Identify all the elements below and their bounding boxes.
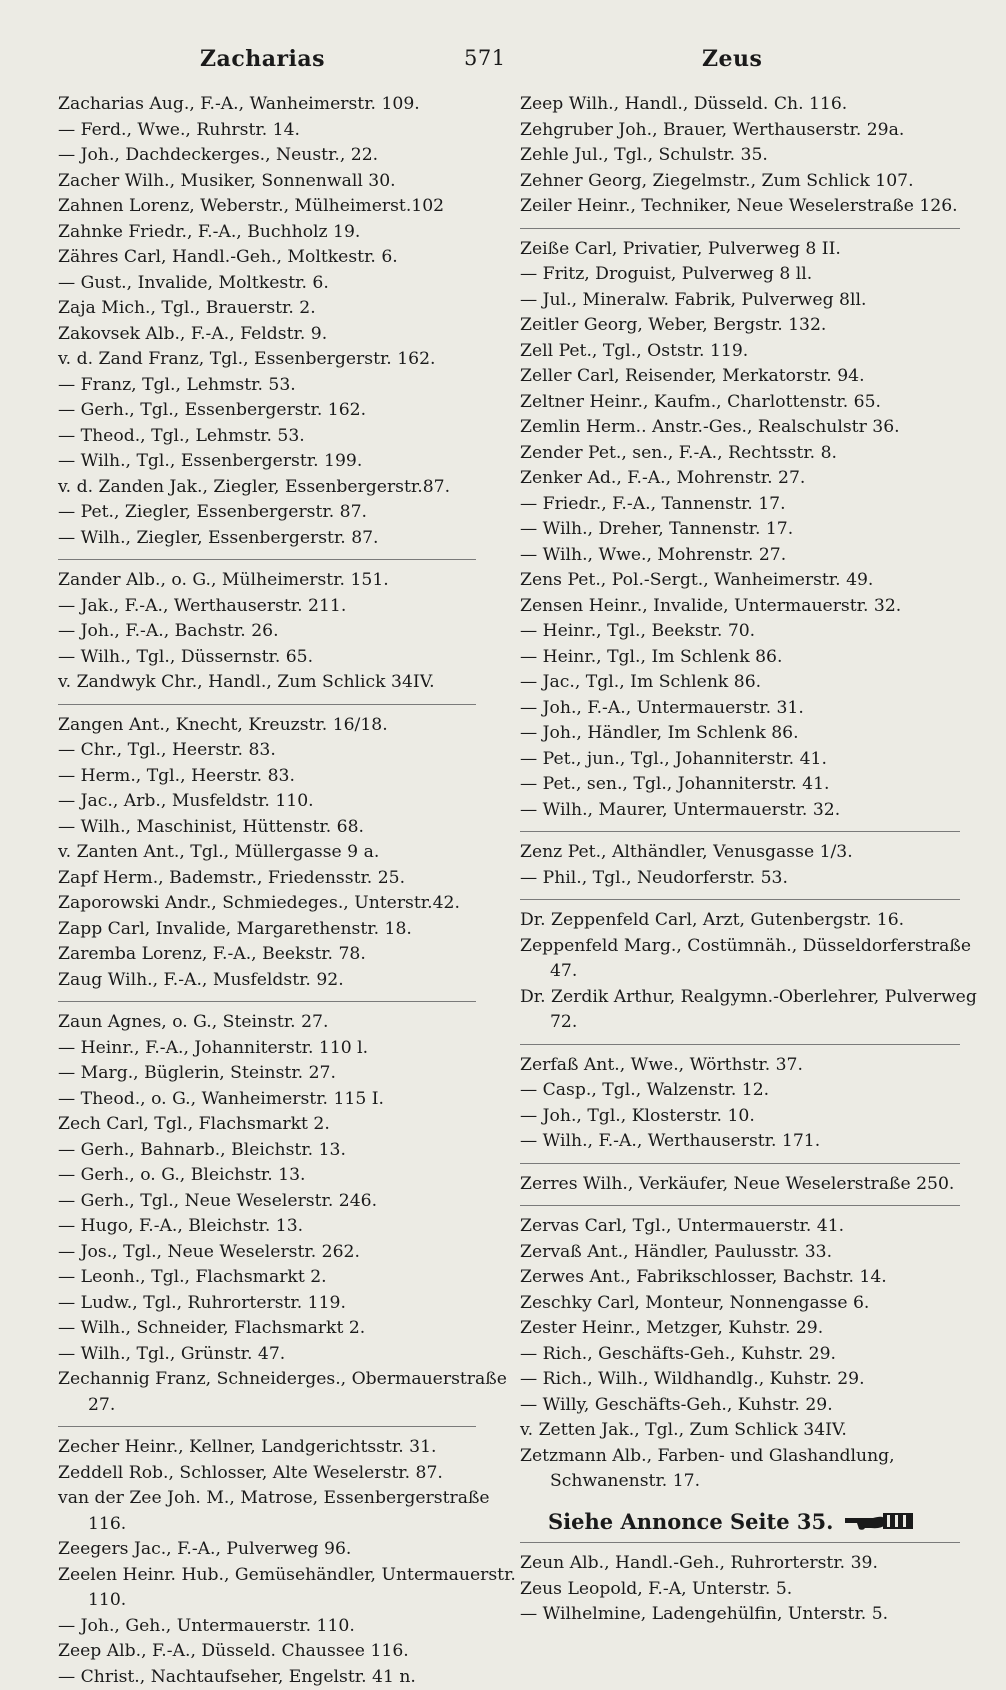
directory-entry: Zetzmann Alb., Farben- und Glashandlung, Schwanenstr. 17. (520, 1444, 1000, 1495)
section-divider (58, 559, 476, 560)
directory-entry: Zaremba Lorenz, F.-A., Beekstr. 78. (58, 942, 518, 968)
directory-entry: — Wilh., Schneider, Flachsmarkt 2. (58, 1316, 518, 1342)
directory-entry: Zemlin Herm.. Anstr.-Ges., Realschulstr 36. (520, 415, 1000, 441)
directory-entry: v. Zandwyk Chr., Handl., Zum Schlick 34IV. (58, 670, 518, 696)
directory-entry: Zacher Wilh., Musiker, Sonnenwall 30. (58, 169, 518, 195)
directory-entry: — Marg., Büglerin, Steinstr. 27. (58, 1061, 518, 1087)
directory-entry: — Wilh., Tgl., Grünstr. 47. (58, 1342, 518, 1368)
page-header (0, 46, 1006, 86)
directory-entry: — Jac., Arb., Musfeldstr. 110. (58, 789, 518, 815)
section-divider (58, 704, 476, 705)
directory-entry: — Joh., Geh., Untermauerstr. 110. (58, 1614, 518, 1640)
section-divider (520, 831, 960, 832)
directory-entry: Dr. Zerdik Arthur, Realgymn.-Oberlehrer, Pulverweg 72. (520, 985, 1000, 1036)
directory-entry: Zenker Ad., F.-A., Mohrenstr. 27. (520, 466, 1000, 492)
pointing-hand-icon (843, 1509, 915, 1533)
directory-entry: Zenz Pet., Althändler, Venusgasse 1/3. (520, 840, 1000, 866)
directory-entry: Zell Pet., Tgl., Oststr. 119. (520, 339, 1000, 365)
directory-entry: v. Zanten Ant., Tgl., Müllergasse 9 a. (58, 840, 518, 866)
directory-entry: Zeus Leopold, F.-A, Unterstr. 5. (520, 1577, 1000, 1603)
directory-entry: — Heinr., Tgl., Beekstr. 70. (520, 619, 1000, 645)
header-left-keyword: Zacharias (200, 46, 325, 72)
directory-entry: — Heinr., F.-A., Johanniterstr. 110 l. (58, 1036, 518, 1062)
directory-entry: Zander Alb., o. G., Mülheimerstr. 151. (58, 568, 518, 594)
directory-entry: Zender Pet., sen., F.-A., Rechtsstr. 8. (520, 441, 1000, 467)
directory-entry: — Wilh., Wwe., Mohrenstr. 27. (520, 543, 1000, 569)
directory-entry: — Gerh., Bahnarb., Bleichstr. 13. (58, 1138, 518, 1164)
annonce-notice (520, 1509, 972, 1535)
annonce-rule (520, 1542, 960, 1543)
directory-entry: v. d. Zanden Jak., Ziegler, Essenbergerstr.87. (58, 475, 518, 501)
directory-entry: — Rich., Wilh., Wildhandlg., Kuhstr. 29. (520, 1367, 1000, 1393)
directory-entry: — Christ., Nachtaufseher, Engelstr. 41 n. (58, 1665, 518, 1690)
directory-entry: — Ludw., Tgl., Ruhrorterstr. 119. (58, 1291, 518, 1317)
directory-entry: Zeiler Heinr., Techniker, Neue Weselerstraße 126. (520, 194, 1000, 220)
directory-entry: Zerfaß Ant., Wwe., Wörthstr. 37. (520, 1053, 1000, 1079)
directory-entry: Zervaß Ant., Händler, Paulusstr. 33. (520, 1240, 1000, 1266)
directory-entry: — Wilh., F.-A., Werthauserstr. 171. (520, 1129, 1000, 1155)
directory-entry: Zeddell Rob., Schlosser, Alte Weselerstr. 87. (58, 1461, 518, 1487)
directory-entry: — Franz, Tgl., Lehmstr. 53. (58, 373, 518, 399)
directory-entry: — Jos., Tgl., Neue Weselerstr. 262. (58, 1240, 518, 1266)
directory-entry: Zensen Heinr., Invalide, Untermauerstr. 32. (520, 594, 1000, 620)
directory-entry: Zechannig Franz, Schneiderges., Obermauerstraße 27. (58, 1367, 518, 1418)
directory-entry: Zeschky Carl, Monteur, Nonnengasse 6. (520, 1291, 1000, 1317)
section-divider (520, 899, 960, 900)
directory-entry: — Pet., Ziegler, Essenbergerstr. 87. (58, 500, 518, 526)
directory-entry: — Wilh., Tgl., Essenbergerstr. 199. (58, 449, 518, 475)
directory-entry: — Gerh., Tgl., Neue Weselerstr. 246. (58, 1189, 518, 1215)
directory-entry: — Joh., Händler, Im Schlenk 86. (520, 721, 1000, 747)
directory-entry: Zeiße Carl, Privatier, Pulverweg 8 II. (520, 237, 1000, 263)
directory-entry: Zech Carl, Tgl., Flachsmarkt 2. (58, 1112, 518, 1138)
directory-entry: van der Zee Joh. M., Matrose, Essenbergerstraße 116. (58, 1486, 518, 1537)
directory-entry: Zaug Wilh., F.-A., Musfeldstr. 92. (58, 968, 518, 994)
directory-entry: — Heinr., Tgl., Im Schlenk 86. (520, 645, 1000, 671)
directory-entry: — Friedr., F.-A., Tannenstr. 17. (520, 492, 1000, 518)
directory-entry: — Wilh., Maschinist, Hüttenstr. 68. (58, 815, 518, 841)
directory-entry: Zahnen Lorenz, Weberstr., Mülheimerst.102 (58, 194, 518, 220)
directory-entry: — Jac., Tgl., Im Schlenk 86. (520, 670, 1000, 696)
directory-entry: Zangen Ant., Knecht, Kreuzstr. 16/18. (58, 713, 518, 739)
directory-entry: Zähres Carl, Handl.-Geh., Moltkestr. 6. (58, 245, 518, 271)
directory-entry: Zeegers Jac., F.-A., Pulverweg 96. (58, 1537, 518, 1563)
section-divider (520, 1044, 960, 1045)
directory-entry: — Wilh., Ziegler, Essenbergerstr. 87. (58, 526, 518, 552)
directory-entry: Dr. Zeppenfeld Carl, Arzt, Gutenbergstr. 16. (520, 908, 1000, 934)
directory-entry: Zapf Herm., Bademstr., Friedensstr. 25. (58, 866, 518, 892)
directory-entry: — Theod., o. G., Wanheimerstr. 115 I. (58, 1087, 518, 1113)
directory-entry: — Gust., Invalide, Moltkestr. 6. (58, 271, 518, 297)
directory-entry: Zeitler Georg, Weber, Bergstr. 132. (520, 313, 1000, 339)
directory-entry: — Willy, Geschäfts-Geh., Kuhstr. 29. (520, 1393, 1000, 1419)
header-right-keyword: Zeus (702, 46, 762, 72)
directory-entry: — Fritz, Droguist, Pulverweg 8 ll. (520, 262, 1000, 288)
directory-entry: — Theod., Tgl., Lehmstr. 53. (58, 424, 518, 450)
directory-entry: Zeller Carl, Reisender, Merkatorstr. 94. (520, 364, 1000, 390)
page-number: 571 (464, 46, 506, 70)
directory-entry: Zaporowski Andr., Schmiedeges., Unterstr.42. (58, 891, 518, 917)
directory-entry: v. Zetten Jak., Tgl., Zum Schlick 34IV. (520, 1418, 1000, 1444)
right-column-entries (520, 92, 972, 1495)
directory-entry: Zecher Heinr., Kellner, Landgerichtsstr. 31. (58, 1435, 518, 1461)
directory-entry: — Joh., F.-A., Bachstr. 26. (58, 619, 518, 645)
right-column-after-annonce (520, 1551, 972, 1628)
directory-entry: Zeltner Heinr., Kaufm., Charlottenstr. 65. (520, 390, 1000, 416)
section-divider (520, 228, 960, 229)
directory-entry: Zapp Carl, Invalide, Margarethenstr. 18. (58, 917, 518, 943)
directory-entry: Zehner Georg, Ziegelmstr., Zum Schlick 107. (520, 169, 1000, 195)
directory-entry: — Gerh., o. G., Bleichstr. 13. (58, 1163, 518, 1189)
directory-entry: — Leonh., Tgl., Flachsmarkt 2. (58, 1265, 518, 1291)
directory-entry: Zaun Agnes, o. G., Steinstr. 27. (58, 1010, 518, 1036)
directory-entry: Zahnke Friedr., F.-A., Buchholz 19. (58, 220, 518, 246)
section-divider (58, 1426, 476, 1427)
directory-entry: — Joh., F.-A., Untermauerstr. 31. (520, 696, 1000, 722)
directory-entry: — Wilh., Tgl., Düssernstr. 65. (58, 645, 518, 671)
directory-entry: Zacharias Aug., F.-A., Wanheimerstr. 109. (58, 92, 518, 118)
directory-entry: — Wilhelmine, Ladengehülfin, Unterstr. 5. (520, 1602, 1000, 1628)
directory-entry: Zeelen Heinr. Hub., Gemüsehändler, Untermauerstr. 110. (58, 1563, 518, 1614)
left-column (58, 92, 490, 1690)
directory-entry: — Pet., jun., Tgl., Johanniterstr. 41. (520, 747, 1000, 773)
directory-entry: Zakovsek Alb., F.-A., Feldstr. 9. (58, 322, 518, 348)
directory-entry: Zehle Jul., Tgl., Schulstr. 35. (520, 143, 1000, 169)
directory-entry: — Chr., Tgl., Heerstr. 83. (58, 738, 518, 764)
directory-entry: — Wilh., Dreher, Tannenstr. 17. (520, 517, 1000, 543)
directory-entry: — Phil., Tgl., Neudorferstr. 53. (520, 866, 1000, 892)
section-divider (520, 1205, 960, 1206)
directory-entry: Zeppenfeld Marg., Costümnäh., Düsseldorferstraße 47. (520, 934, 1000, 985)
directory-entry: v. d. Zand Franz, Tgl., Essenbergerstr. 162. (58, 347, 518, 373)
directory-entry: — Pet., sen., Tgl., Johanniterstr. 41. (520, 772, 1000, 798)
directory-entry: — Wilh., Maurer, Untermauerstr. 32. (520, 798, 1000, 824)
directory-entry: Zerwes Ant., Fabrikschlosser, Bachstr. 14. (520, 1265, 1000, 1291)
directory-entry: Zehgruber Joh., Brauer, Werthauserstr. 29a. (520, 118, 1000, 144)
directory-entry: — Rich., Geschäfts-Geh., Kuhstr. 29. (520, 1342, 1000, 1368)
directory-entry: — Ferd., Wwe., Ruhrstr. 14. (58, 118, 518, 144)
directory-entry: — Joh., Dachdeckerges., Neustr., 22. (58, 143, 518, 169)
directory-entry: Zester Heinr., Metzger, Kuhstr. 29. (520, 1316, 1000, 1342)
section-divider (58, 1001, 476, 1002)
directory-entry: Zens Pet., Pol.-Sergt., Wanheimerstr. 49. (520, 568, 1000, 594)
directory-entry: Zeep Wilh., Handl., Düsseld. Ch. 116. (520, 92, 1000, 118)
directory-entry: — Gerh., Tgl., Essenbergerstr. 162. (58, 398, 518, 424)
directory-entry: — Hugo, F.-A., Bleichstr. 13. (58, 1214, 518, 1240)
directory-entry: — Jul., Mineralw. Fabrik, Pulverweg 8ll. (520, 288, 1000, 314)
directory-entry: — Herm., Tgl., Heerstr. 83. (58, 764, 518, 790)
right-column (520, 92, 972, 1628)
directory-entry: — Joh., Tgl., Klosterstr. 10. (520, 1104, 1000, 1130)
directory-entry: Zeun Alb., Handl.-Geh., Ruhrorterstr. 39. (520, 1551, 1000, 1577)
directory-entry: Zeep Alb., F.-A., Düsseld. Chaussee 116. (58, 1639, 518, 1665)
directory-entry: — Jak., F.-A., Werthauserstr. 211. (58, 594, 518, 620)
directory-entry: Zerres Wilh., Verkäufer, Neue Weselerstraße 250. (520, 1172, 1000, 1198)
directory-entry: — Casp., Tgl., Walzenstr. 12. (520, 1078, 1000, 1104)
annonce-text: Siehe Annonce Seite 35. (548, 1509, 833, 1535)
directory-entry: Zervas Carl, Tgl., Untermauerstr. 41. (520, 1214, 1000, 1240)
section-divider (520, 1163, 960, 1164)
directory-entry: Zaja Mich., Tgl., Brauerstr. 2. (58, 296, 518, 322)
